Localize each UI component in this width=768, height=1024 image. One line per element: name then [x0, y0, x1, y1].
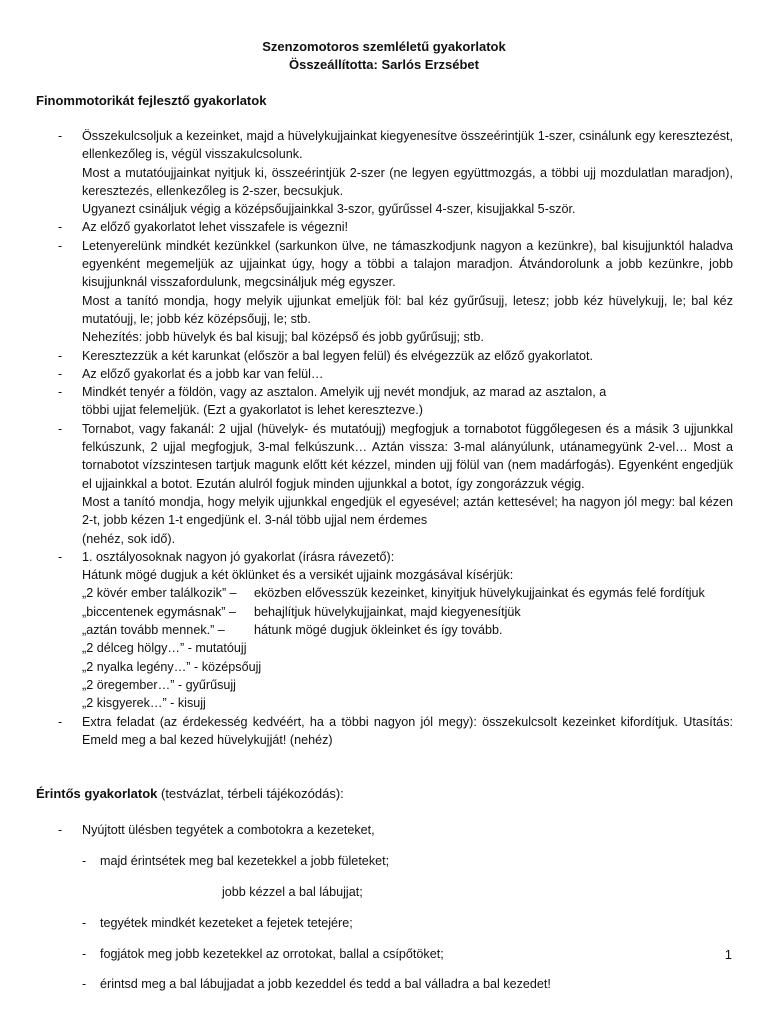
list-item: [0, 365, 768, 383]
section-heading-fine-motor: Finommotorikát fejlesztő gyakorlatok: [36, 93, 267, 108]
rhyme-text: „2 kövér ember találkozik” –: [82, 586, 237, 601]
list-dash: -: [58, 421, 63, 436]
paragraph: tegyétek mindkét kezeteket a fejetek tetejére;: [100, 915, 353, 930]
document-title: Szenzomotoros szemléletű gyakorlatok: [262, 39, 506, 54]
paragraph: Tornabot, vagy fakanál: 2 ujjal (hüvelyk- és mutatóujj) megfogjuk a tornabotot függőlegesen és a másik 3 ujjunkkal felkúszunk, 2 ujjal megfogjuk, 3-mal felkúszunk… Aztán vissza: 3-mal alányúlunk, utánamegyünk 2-vel… Most a tornabotot vízszintesen tartjuk magunk előtt két kézzel, minden ujj fölül van (nem madárfogás). Egyenként engedjük el ujjainkkal a botot. Ezután alulról fogjuk minden ujjunkkal a botot, így zongorázzuk végig.: [82, 421, 733, 491]
list-item: [0, 420, 768, 548]
list-dash: -: [58, 366, 63, 381]
list-dash: -: [82, 853, 87, 868]
list-dash: -: [82, 915, 87, 930]
rhyme-finger: „2 nyalka legény…” - középsőujj: [82, 659, 262, 674]
list-item: [0, 548, 768, 713]
fine-motor-exercise-list: [0, 127, 768, 749]
paragraph: Most a tanító mondja, hogy melyik ujjunkat emeljük föl: bal kéz gyűrűsujj, letesz; jobb kéz hüvelykujj, le; bal kéz mutatóujj, le; jobb kéz középsőujj, le; stb.: [82, 293, 733, 326]
paragraph: Mindkét tenyér a földön, vagy az asztalon. Amelyik ujj nevét mondjuk, az marad az asztalon, a: [82, 385, 607, 400]
paragraph: Nehezítés: jobb hüvelyk és bal kisujj; bal középső és jobb gyűrűsujj; stb.: [82, 330, 484, 345]
section-heading-rest: (testvázlat, térbeli tájékozódás):: [157, 786, 344, 801]
list-dash: -: [58, 129, 63, 143]
paragraph: majd érintsétek meg bal kezetekkel a jobb fületeket;: [100, 853, 390, 868]
rhyme-finger: „2 kisgyerek…” - kisujj: [82, 696, 206, 711]
paragraph: Az előző gyakorlat és a jobb kar van felül…: [82, 366, 324, 381]
rhyme-action: eközben elővesszük kezeinket, kinyitjuk hüvelykujjainkat és egymás felé fordítjuk: [254, 586, 705, 601]
list-dash: -: [58, 385, 63, 400]
paragraph: fogjátok meg jobb kezetekkel az orrotokat, ballal a csípőtöket;: [100, 946, 444, 961]
rhyme-text: „aztán tovább mennek.” –: [82, 623, 225, 638]
paragraph: jobb kézzel a bal lábujjat;: [222, 884, 363, 899]
paragraph: Ugyanezt csináljuk végig a középsőujjainkkal 3-szor, gyűrűssel 4-szer, kisujjakkal 5-ször.: [82, 202, 576, 217]
touch-exercise-list: [0, 821, 768, 1006]
list-dash: -: [58, 549, 63, 564]
list-dash: -: [58, 714, 63, 729]
sub-list-item: [0, 975, 768, 993]
rhyme-finger: „2 délceg hölgy…” - mutatóujj: [82, 641, 247, 656]
list-dash: -: [58, 220, 63, 235]
rhyme-line: [82, 584, 733, 602]
rhyme-text: „biccentenek egymásnak” –: [82, 604, 237, 619]
list-dash: -: [58, 238, 63, 253]
sub-list-continuation: [0, 883, 768, 901]
paragraph: Keresztezzük a két karunkat (először a bal legyen felül) és elvégezzük az előző gyakorlatot.: [82, 348, 594, 363]
sub-list-item: [0, 914, 768, 932]
list-dash: -: [58, 348, 63, 363]
paragraph: (nehéz, sok idő).: [82, 531, 176, 546]
paragraph: Hátunk mögé dugjuk a két öklünket és a versikét ujjaink mozgásával kísérjük:: [82, 568, 514, 583]
section-heading-bold: Érintős gyakorlatok: [36, 786, 158, 801]
document-author: Összeállította: Sarlós Erzsébet: [288, 57, 479, 72]
paragraph: Most a mutatóujjainkat nyitjuk ki, összeérintjük 2-szer (ne legyen együttmozgás, a többi ujj mozdulatlan maradjon), keresztezés, ellenkezőleg is 2-szer, becsukjuk.: [82, 165, 733, 198]
rhyme-line: [82, 621, 733, 639]
rhyme-line: [82, 603, 733, 621]
list-item: [0, 347, 768, 365]
sub-list-item: [0, 945, 768, 963]
list-item: [0, 713, 768, 750]
paragraph: Összekulcsoljuk a kezeinket, majd a hüvelykujjainkat kiegyenesítve összeérintjük 1-szer, csinálunk egy keresztezést, ellenkezőleg is, végül visszakulcsolunk.: [82, 129, 733, 162]
sub-list-item: [0, 852, 768, 870]
list-item: [0, 821, 768, 839]
paragraph: Nyújtott ülésben tegyétek a combotokra a kezeteket,: [82, 823, 375, 837]
rhyme-action: hátunk mögé dugjuk ökleinket és így tovább.: [254, 623, 503, 638]
list-dash: -: [58, 823, 63, 837]
list-item: [0, 383, 768, 420]
page-number: 1: [724, 947, 732, 962]
paragraph: 1. osztályosoknak nagyon jó gyakorlat (írásra rávezető):: [82, 549, 395, 564]
paragraph: Most a tanító mondja, hogy melyik ujjunkkal engedjük el egyesével; aztán kettesével; ha nagyon jól megy: bal kézen 2-t, jobb kézen 1-t engedjünk el. 3-nál több ujjal nem érdemes: [82, 494, 733, 528]
list-item: [0, 237, 768, 347]
paragraph: Az előző gyakorlatot lehet visszafele is végezni!: [82, 220, 349, 235]
list-dash: -: [82, 977, 87, 992]
list-dash: -: [82, 946, 87, 961]
section-heading-touch: [36, 784, 344, 803]
paragraph: Letenyerelünk mindkét kezünkkel (sarkunkon ülve, ne támaszkodjunk nagyon a kezünkre), bal kisujjunktól haladva egyenként megemeljük az ujjainkat úgy, hogy a többi a talajon maradjon. Átvándorolunk a jobb kezünkre, jobb kisujjunknál visszafordulunk, megcsináljuk még egyszer.: [82, 238, 733, 290]
paragraph: érintsd meg a bal lábujjadat a jobb kezeddel és tedd a bal válladra a bal kezedet!: [100, 977, 551, 992]
list-item: [0, 127, 768, 218]
list-item: [0, 218, 768, 236]
rhyme-action: behajlítjuk hüvelykujjainkat, majd kiegyenesítjük: [254, 604, 521, 619]
paragraph: Extra feladat (az érdekesség kedvéért, ha a többi nagyon jól megy): összekulcsolt kezeinket kifordítjuk. Utasítás: Emeld meg a bal kezed hüvelykujját! (nehéz): [82, 714, 733, 747]
paragraph: többi ujjat felemeljük. (Ezt a gyakorlatot is lehet keresztezve.): [82, 403, 423, 418]
rhyme-finger: „2 öregember…” - gyűrűsujj: [82, 677, 236, 692]
